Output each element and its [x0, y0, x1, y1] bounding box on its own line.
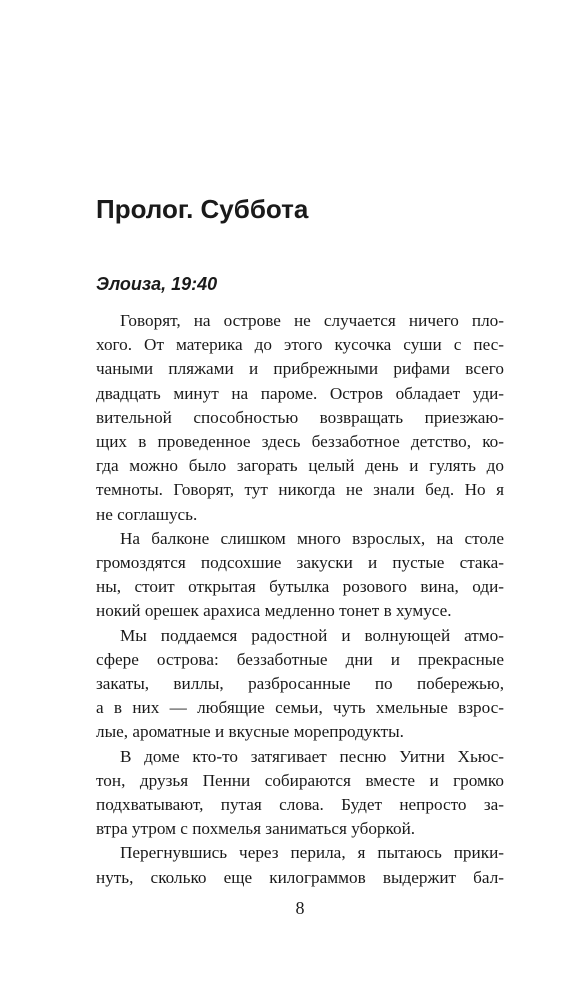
text-line: гда можно было загорать целый день и гулять до: [96, 456, 504, 476]
text-line: нуть, сколько еще килограммов выдержит бал-: [96, 867, 504, 887]
text-line: темноты. Говорят, тут никогда не знали бед. Но я: [96, 480, 504, 500]
text-line: Говорят, на острове не случается ничего пло-: [120, 311, 504, 330]
text-line: В доме кто-то затягивает песню Уитни Хьюс-: [120, 746, 504, 766]
text-line: втра утром с похмелья заниматься уборкой.: [96, 819, 416, 839]
text-line: Перегнувшись через перила, я пытаюсь прики-: [120, 843, 504, 863]
text-line: закаты, виллы, разбросанные по побережью,: [96, 674, 504, 694]
paragraph: [96, 527, 504, 624]
text-line: не соглашусь.: [96, 504, 198, 524]
text-line: громоздятся подсохшие закуски и пустые стака-: [96, 553, 504, 573]
text-line: На балконе слишком много взрослых, на столе: [120, 528, 504, 548]
text-line: вительной способностью возвращать приезжаю-: [96, 407, 504, 427]
text-line: хого. От материка до этого кусочка суши с пес-: [96, 335, 504, 355]
paragraph: [96, 309, 504, 527]
text-line: двадцать минут на пароме. Остров обладает уди-: [96, 383, 504, 403]
text-line: сфере острова: беззаботные дни и прекрасные: [96, 649, 504, 669]
body-text: [96, 309, 504, 890]
text-line: щих в проведенное здесь беззаботное детство, ко-: [96, 432, 504, 452]
text-line: а в них — любящие семьи, чуть хмельные взрос-: [96, 698, 504, 718]
text-line: нокий орешек арахиса медленно тонет в хумусе.: [96, 601, 452, 621]
paragraph: [96, 841, 504, 889]
text-line: чаными пляжами и прибрежными рифами всего: [96, 359, 504, 379]
chapter-title: Пролог. Суббота: [96, 194, 309, 224]
page-number: 8: [295, 898, 305, 918]
text-line: подхватывают, путая слова. Будет непросто за-: [96, 795, 504, 815]
text-line: тон, друзья Пенни собираются вместе и громко: [96, 770, 504, 790]
text-line: ны, стоит открытая бутылка розового вина, оди-: [96, 577, 504, 597]
text-line: Мы поддаемся радостной и волнующей атмо-: [120, 625, 504, 645]
section-heading: Элоиза, 19:40: [96, 274, 218, 294]
text-line: лые, ароматные и вкусные морепродукты.: [96, 722, 404, 742]
paragraph: [96, 745, 504, 842]
paragraph: [96, 624, 504, 745]
